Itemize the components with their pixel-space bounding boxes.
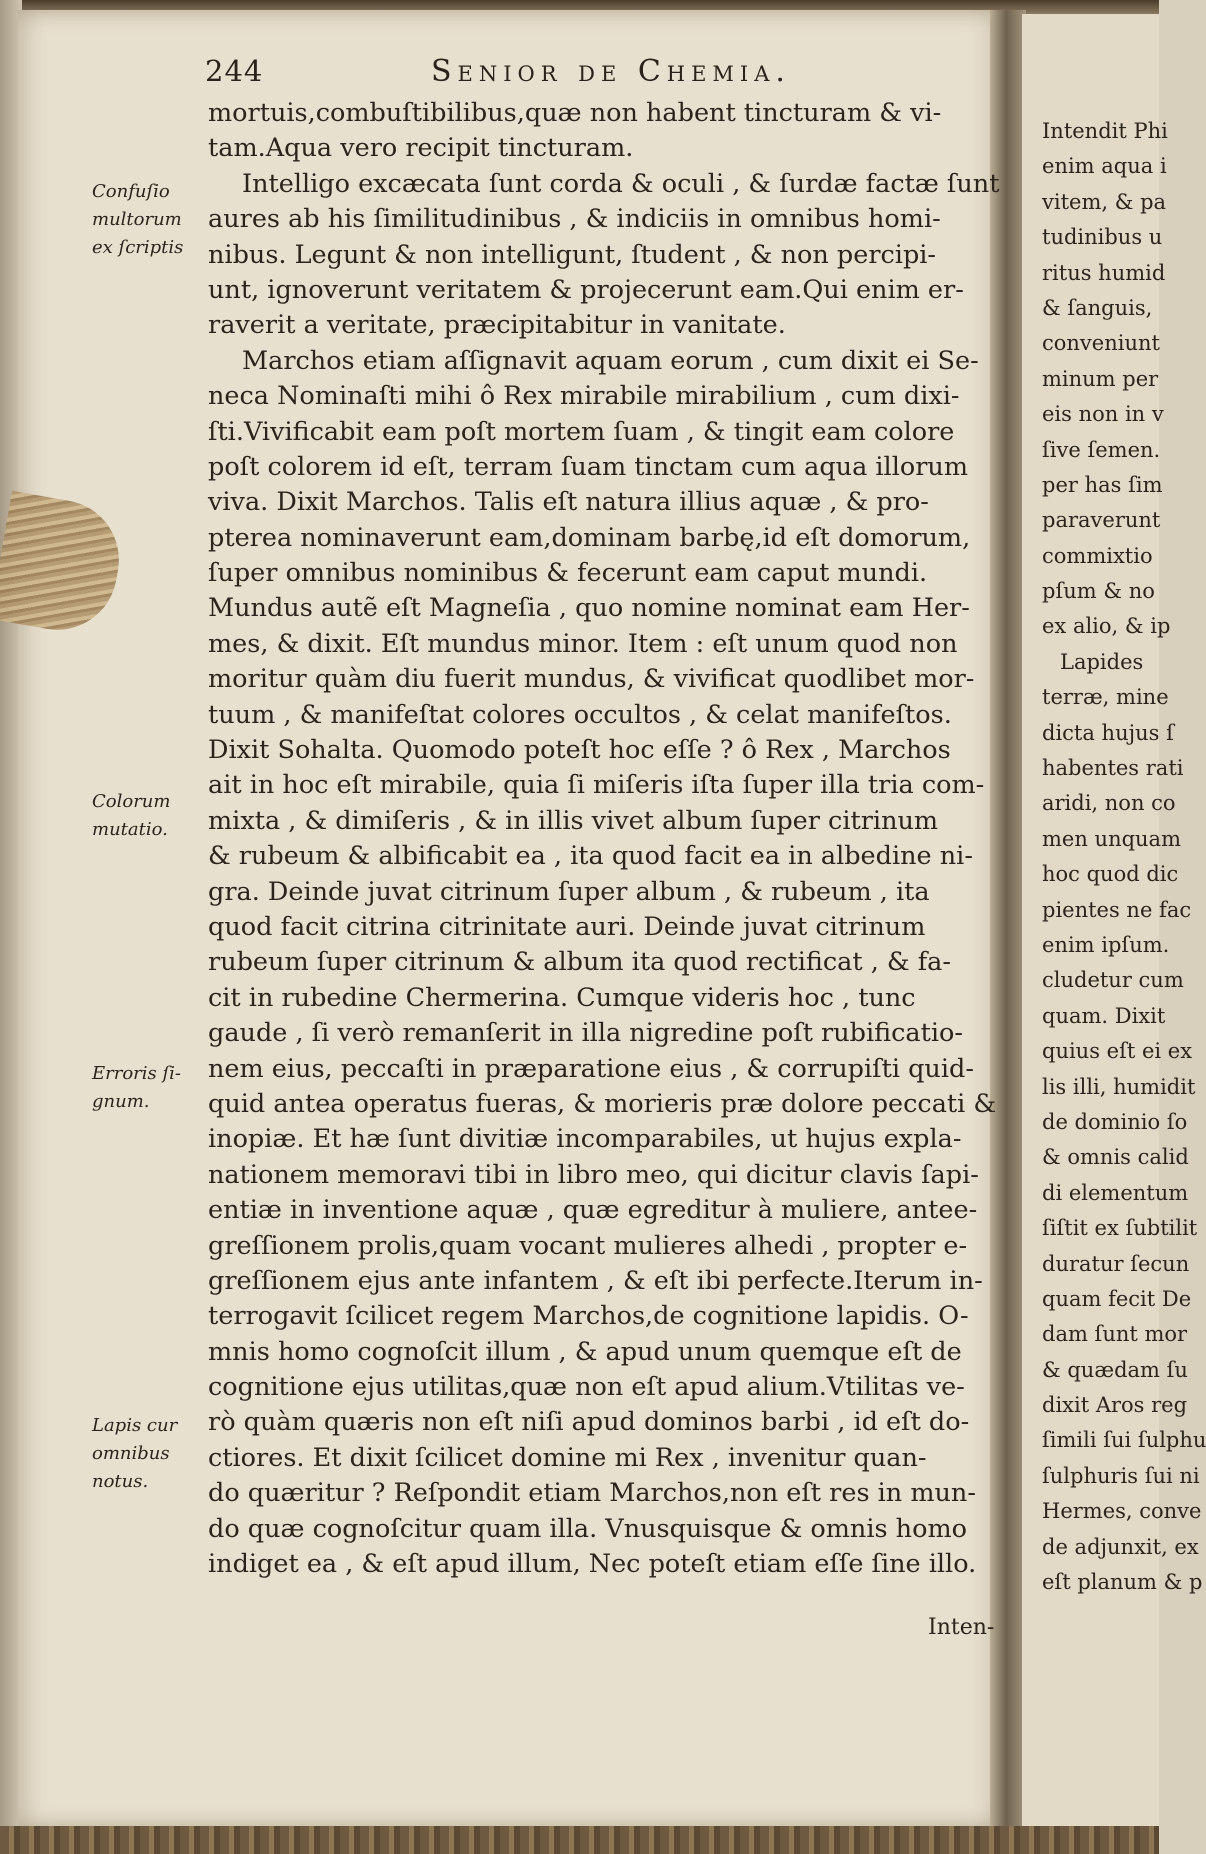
margin-note-line: notus. [92, 1471, 149, 1492]
text-line: raverit a veritate, præcipitabitur in vanitate. [208, 310, 786, 341]
margin-note-line: Erroris ſi- [92, 1063, 182, 1084]
text-line: nibus. Legunt & non intelligunt, ſtudent , & non percipi- [208, 239, 937, 270]
facing-page [1022, 14, 1206, 1826]
facing-page-line: de adjunxit, ex [1042, 1534, 1199, 1559]
text-line: indiget ea , & eſt apud illum, Nec poteſt etiam eſſe ſine illo. [208, 1549, 977, 1580]
facing-page-line: lis illi, humidit [1042, 1074, 1196, 1099]
text-line: rubeum ſuper citrinum & album ita quod rectificat , & fa- [208, 947, 951, 978]
facing-page-line: enim ipſum. [1042, 932, 1170, 957]
text-line: mnis homo cognoſcit illum , & apud unum quemque eſt de [208, 1336, 962, 1367]
facing-page-line: enim aqua i [1042, 154, 1167, 179]
facing-page-line: ritus humid [1042, 260, 1166, 285]
text-line: ait in hoc eſt mirabile, quia ſi miſeris iſta ſuper illa tria com- [208, 770, 985, 801]
facing-page-line: Hermes, conve [1042, 1499, 1202, 1524]
margin-note-line: omnibus [92, 1443, 170, 1464]
page-header [205, 54, 845, 96]
text-line: viva. Dixit Marchos. Talis eſt natura illius aquæ , & pro- [208, 487, 929, 518]
margin-note-confusio [92, 178, 207, 262]
page-number: 244 [205, 54, 264, 88]
margin-note-line: mutatio. [92, 819, 168, 840]
margin-note-line: gnum. [92, 1091, 150, 1112]
text-line: mixta , & dimiſeris , & in illis vivet album ſuper citrinum [208, 805, 939, 836]
facing-page-line: tudinibus u [1042, 225, 1163, 250]
facing-page-line: de dominio ſo [1042, 1109, 1188, 1134]
facing-page-line: & omnis calid [1042, 1145, 1189, 1170]
facing-page-line: paraverunt [1042, 508, 1161, 533]
facing-page-line: Lapides [1060, 649, 1144, 674]
text-line: poſt colorem id eſt, terram ſuam tinctam cum aqua illorum [208, 451, 969, 482]
text-line: moritur quàm diu fuerit mundus, & vivificat quodlibet mor- [208, 664, 975, 695]
facing-page-line: dixit Aros reg [1042, 1393, 1188, 1418]
text-line: tuum , & manifeſtat colores occultos , & celat manifeſtos. [208, 699, 952, 730]
catchword: Inten- [928, 1615, 995, 1640]
facing-page-line: vitem, & pa [1042, 189, 1167, 214]
facing-page-line: ſimili ſui ſulphu [1042, 1428, 1206, 1453]
text-line: cognitione ejus utilitas,quæ non eſt apud alium.Vtilitas ve- [208, 1372, 965, 1403]
text-line: entiæ in inventione aquæ , quæ egreditur à muliere, antee- [208, 1195, 978, 1226]
facing-page-line: quius eſt ei ex [1042, 1039, 1193, 1064]
facing-page-line: & quædam ſu [1042, 1357, 1188, 1382]
facing-page-line: ex alio, & ip [1042, 614, 1171, 639]
text-line: terrogavit ſcilicet regem Marchos,de cognitione lapidis. O- [208, 1301, 969, 1332]
margin-note-line: Lapis cur [92, 1415, 178, 1436]
facing-page-line: ſulphuris ſui ni [1042, 1463, 1200, 1488]
facing-page-line: aridi, non co [1042, 791, 1176, 816]
facing-page-line: cludetur cum [1042, 968, 1184, 993]
facing-page-line: per has ſim [1042, 472, 1163, 497]
text-line: quid antea operatus fueras, & morieris præ dolore peccati & [208, 1088, 997, 1119]
facing-page-line: hoc quod dic [1042, 862, 1179, 887]
running-title: Senior de Chemia. [431, 54, 791, 89]
text-line: do quæ cognoſcitur quam illa. Vnusquisque & omnis homo [208, 1513, 967, 1544]
text-line: gaude , ſi verò remanſerit in illa nigredine poſt rubificatio- [208, 1018, 964, 1049]
text-line: Marchos etiam aſſignavit aquam eorum , cum dixit ei Se- [242, 345, 979, 376]
facing-page-text [1042, 114, 1206, 1600]
text-line: nem eius, peccaſti in præparatione eius , & corrupiſti quid- [208, 1053, 974, 1084]
facing-page-line: ſiſtit ex ſubtilit [1042, 1216, 1198, 1241]
text-line: ſti.Vivificabit eam poſt mortem ſuam , & tingit eam colore [208, 416, 955, 447]
margin-note-line: Colorum [92, 791, 171, 812]
binding-bottom-edge [0, 1826, 1159, 1854]
text-line: Dixit Sohalta. Quomodo poteſt hoc eſſe ? ô Rex , Marchos [208, 735, 951, 766]
facing-page-line: quam fecit De [1042, 1286, 1192, 1311]
text-line: greſſionem ejus ante infantem , & eſt ibi perfecte.Iterum in- [208, 1265, 983, 1296]
text-line: ctiores. Et dixit ſcilicet domine mi Rex , invenitur quan- [208, 1442, 927, 1473]
text-line: neca Nominaſti mihi ô Rex mirabile mirabilium , cum dixi- [208, 381, 960, 412]
text-line: mortuis,combuſtibilibus,quæ non habent tincturam & vi- [208, 98, 942, 128]
facing-page-line: dicta hujus ſ [1042, 720, 1174, 745]
text-line: gra. Deinde juvat citrinum ſuper album , & rubeum , ita [208, 876, 930, 907]
text-line: pterea nominaverunt eam,dominam barbę,id eſt domorum, [208, 522, 971, 553]
margin-note-colorum [92, 788, 207, 844]
margin-note-line: multorum [92, 209, 182, 230]
facing-page-line: di elementum [1042, 1180, 1189, 1205]
text-line: rò quàm quæris non eſt niſi apud dominos barbi , id eſt do- [208, 1407, 970, 1438]
text-line: Mundus autẽ eſt Magneſia , quo nomine nominat eam Her- [208, 593, 970, 624]
facing-page-line: habentes rati [1042, 756, 1184, 781]
text-line: inopiæ. Et hæ ſunt divitiæ incomparabiles, ut hujus expla- [208, 1124, 962, 1155]
facing-page-line: men unquam [1042, 826, 1181, 851]
margin-note-line: Confuſio [92, 181, 170, 202]
facing-page-line: quam. Dixit [1042, 1003, 1166, 1028]
facing-page-line: eis non in v [1042, 402, 1164, 427]
facing-page-line: terræ, mine [1042, 685, 1169, 710]
facing-page-line: pientes ne fac [1042, 897, 1192, 922]
margin-note-lapis [92, 1412, 207, 1496]
text-line: ſuper omnibus nominibus & fecerunt eam caput mundi. [208, 558, 928, 589]
facing-page-line: commixtio [1042, 543, 1153, 568]
text-line: & rubeum & albificabit ea , ita quod facit ea in albedine ni- [208, 841, 973, 872]
facing-page-line: pſum & no [1042, 579, 1155, 604]
facing-page-line: duratur ſecun [1042, 1251, 1190, 1276]
margin-note-erroris [92, 1060, 207, 1116]
facing-page-line: dam ſunt mor [1042, 1322, 1188, 1347]
text-line: unt, ignoverunt veritatem & projecerunt eam.Qui enim er- [208, 274, 964, 305]
text-line: Intelligo excæcata ſunt corda & oculi , & ſurdæ factæ ſunt [242, 168, 1000, 199]
text-line: mes, & dixit. Eſt mundus minor. Item : eſt unum quod non [208, 628, 958, 659]
facing-page-line: conveniunt [1042, 331, 1160, 356]
facing-page-line: eſt planum & p [1042, 1570, 1203, 1595]
facing-page-line: Intendit Phi [1042, 119, 1168, 143]
text-line: tam.Aqua vero recipit tincturam. [208, 133, 634, 164]
text-line: aures ab his ſimilitudinibus , & indiciis in omnibus homi- [208, 204, 941, 235]
text-line: cit in rubedine Chermerina. Cumque videris hoc , tunc [208, 982, 916, 1013]
facing-page-line: & ſanguis, [1042, 295, 1153, 320]
text-line: greſſionem prolis,quam vocant mulieres alhedi , propter e- [208, 1230, 968, 1261]
text-line: do quæritur ? Reſpondit etiam Marchos,non eſt res in mun- [208, 1478, 976, 1509]
facing-page-line: ſive ſemen. [1042, 437, 1161, 462]
text-line: nationem memoravi tibi in libro meo, qui dicitur clavis ſapi- [208, 1159, 979, 1190]
margin-note-line: ex ſcriptis [92, 237, 184, 258]
facing-page-line: minum per [1042, 366, 1159, 391]
main-text-block [208, 96, 998, 1582]
text-line: quod facit citrina citrinitate auri. Deinde juvat citrinum [208, 911, 926, 942]
